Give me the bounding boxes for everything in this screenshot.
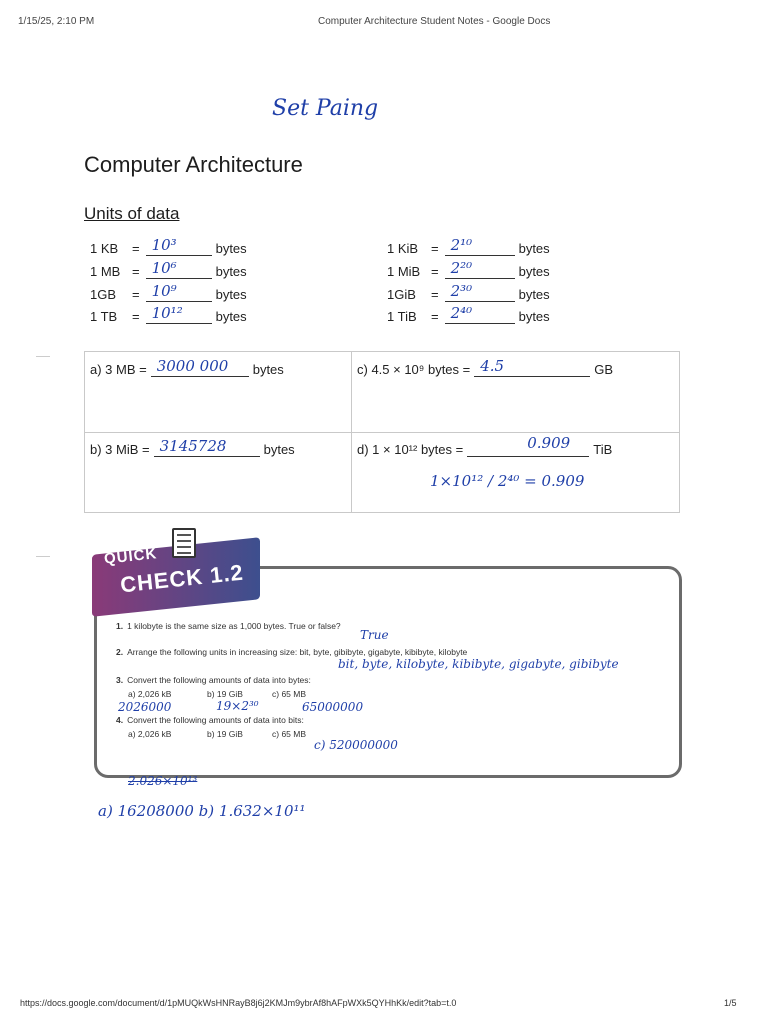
answer-blank [445,260,515,279]
section-title: Units of data [84,204,180,223]
answer-blank [146,237,212,256]
handwritten-answer: 2⁴⁰ [450,304,473,322]
handwritten-answer: 2³⁰ [450,282,473,300]
question-text: 1 kilobyte is the same size as 1,000 bytes. True or false? [127,621,341,631]
unit-row-tb: 1 TB = 10¹² bytes [90,304,247,324]
table-divider [85,432,679,433]
question-4-b: b) 19 GiB [207,729,243,739]
answer-blank [445,237,515,256]
unit-label: 1 MiB [387,264,421,279]
unit-label: 1GB [90,287,117,302]
answer-blank [146,305,212,324]
print-url: https://docs.google.com/document/d/1pMUQkWsHNRayB8j6j2KMJm9ybrAf8hAFpWXk5QYHhKk/edit?tab=t.0 [20,998,457,1008]
notepad-icon [172,528,196,558]
unit-row-kb: 1 KB = 10³ bytes [90,236,247,256]
unit-text: bytes [215,241,247,256]
unit-text: bytes [518,264,550,279]
handwritten-answer: 10⁶ [151,259,177,277]
unit-label: 1 TB [90,309,118,324]
answer-blank [474,358,590,377]
handwritten-answer: 4.5 [480,357,505,375]
exercise-prompt: b) 3 MiB = [90,442,150,457]
page-title: Computer Architecture [84,152,303,177]
unit-label: 1 KiB [387,241,419,256]
unit-label: 1GiB [387,287,416,302]
exercise-prompt: d) 1 × 10¹² bytes = [357,442,464,457]
answer-blank [445,305,515,324]
unit-text: bytes [518,309,550,324]
unit-text: bytes [215,309,247,324]
handwritten-answer: c) 520000000 [314,738,398,752]
question-4-a: a) 2,026 kB [128,729,172,739]
unit-text: bytes [518,287,550,302]
question-number: 3. [116,675,124,685]
quick-check-number: CHECK 1.2 [118,559,245,598]
quick-check-label: QUICK [103,545,159,568]
handwritten-answer: 10¹² [151,304,183,322]
handwritten-answer: 10³ [151,236,177,254]
exercise-b [90,438,295,457]
unit-label: 1 MB [90,264,121,279]
question-4-c: c) 65 MB [272,729,307,739]
handwritten-answer: 10⁹ [151,282,177,300]
question-text: Convert the following amounts of data into bits: [127,715,304,725]
unit-label: 1 KB [90,241,119,256]
question-text: Arrange the following units in increasing size: bit, byte, gibibyte, gigabyte, kibibyte, kilobyte [127,647,468,657]
exercise-prompt: c) 4.5 × 10⁹ bytes = [357,362,471,377]
handwritten-answer: a) 16208000 b) 1.632×10¹¹ [98,802,306,820]
handwritten-work: 1×10¹² / 2⁴⁰ = 0.909 [430,472,585,490]
unit-row-mib: 1 MiB = 2²⁰ bytes [387,259,550,279]
handwritten-answer: 2.026×10¹³ [128,774,198,788]
question-number: 2. [116,647,124,657]
exercise-c [357,358,613,377]
unit-text: bytes [215,287,247,302]
unit-row-mb: 1 MB = 10⁶ bytes [90,259,247,279]
unit-row-kib: 1 KiB = 2¹⁰ bytes [387,236,550,256]
handwritten-answer: 3000 000 [156,357,229,375]
question-1 [116,621,341,631]
handwritten-answer: 2026000 [118,700,172,714]
question-3-a: a) 2,026 kB [128,689,172,699]
unit-label: 1 TiB [387,309,417,324]
scan-mark [36,356,50,357]
unit-text: bytes [518,241,550,256]
answer-blank [154,438,260,457]
unit-text: bytes [215,264,247,279]
handwritten-answer: bit, byte, kilobyte, kibibyte, gigabyte, gibibyte [338,657,619,671]
answer-blank [146,283,212,302]
exercise-a [90,358,284,377]
unit-row-tib: 1 TiB = 2⁴⁰ bytes [387,304,550,324]
answer-blank [146,260,212,279]
question-number: 1. [116,621,124,631]
handwritten-answer: 2²⁰ [450,259,473,277]
answer-blank [445,283,515,302]
exercise-unit: TiB [593,442,613,457]
handwritten-answer: 0.909 [527,434,571,452]
print-datetime: 1/15/25, 2:10 PM [18,16,95,27]
question-number: 4. [116,715,124,725]
handwritten-answer: 2¹⁰ [450,236,473,254]
handwritten-answer: 65000000 [302,700,364,714]
handwritten-name: Set Paing [272,96,379,121]
question-3-b: b) 19 GiB [207,689,243,699]
exercise-prompt: a) 3 MB = [90,362,147,377]
question-4 [116,715,304,725]
handwritten-answer: 19×2³⁰ [216,699,259,713]
exercise-unit: GB [594,362,614,377]
unit-row-gb: 1GB = 10⁹ bytes [90,282,247,302]
handwritten-answer: True [360,628,389,642]
exercise-unit: bytes [252,362,284,377]
question-2 [116,647,467,657]
print-doc-title: Computer Architecture Student Notes - Google Docs [318,16,551,27]
print-page-number: 1/5 [724,998,737,1008]
question-3 [116,675,311,685]
answer-blank [467,434,589,457]
exercise-d [357,434,613,457]
handwritten-answer: 3145728 [159,437,227,455]
question-text: Convert the following amounts of data into bytes: [127,675,311,685]
scan-mark [36,556,50,557]
question-3-c: c) 65 MB [272,689,307,699]
unit-row-gib: 1GiB = 2³⁰ bytes [387,282,550,302]
answer-blank [151,358,249,377]
exercise-unit: bytes [263,442,295,457]
